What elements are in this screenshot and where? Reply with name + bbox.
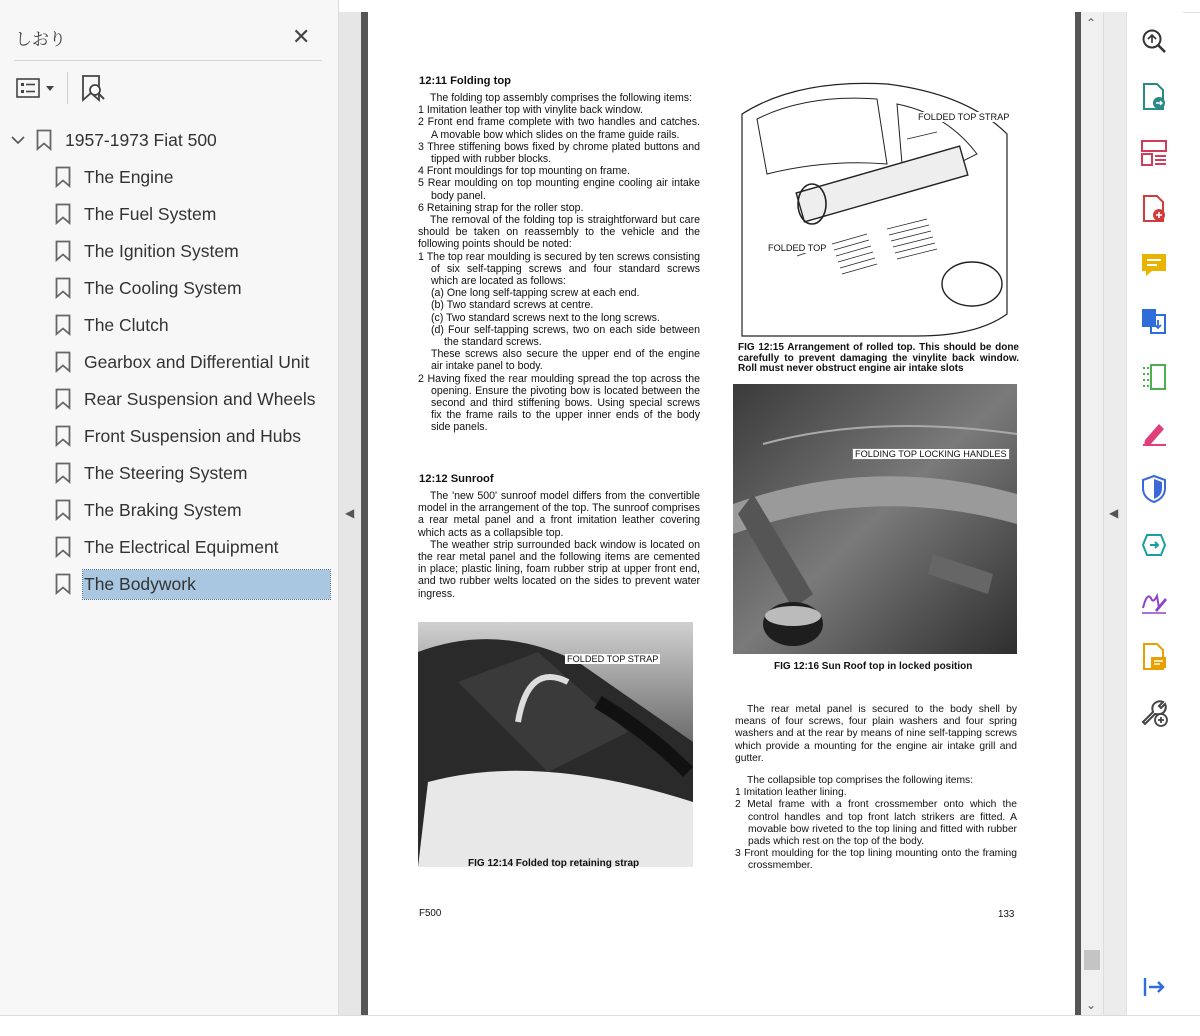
bookmark-label: Front Suspension and Hubs <box>84 425 301 446</box>
scroll-up-icon[interactable]: ⌃ <box>1086 16 1097 30</box>
bookmark-electrical[interactable] <box>55 532 280 562</box>
bookmark-icon <box>55 573 71 595</box>
list-item: 4 Front mouldings for top mounting on frame. <box>418 165 630 178</box>
scroll-down-icon[interactable]: ⌄ <box>1086 998 1097 1012</box>
bookmark-root[interactable] <box>10 125 218 155</box>
list-item: 5 Rear moulding on top mounting engine cooling air intake body panel. <box>418 177 700 202</box>
bookmark-label: The Ignition System <box>84 240 239 261</box>
bookmark-icon <box>55 277 71 299</box>
bookmark-icon <box>55 314 71 336</box>
convert-icon[interactable] <box>1139 306 1169 336</box>
bookmark-label: The Engine <box>84 166 174 187</box>
find-bookmark-icon[interactable] <box>80 74 106 104</box>
bookmark-label: The Electrical Equipment <box>84 536 279 557</box>
more-tools-icon[interactable] <box>1139 698 1169 728</box>
bookmark-label: Gearbox and Differential Unit <box>84 351 310 372</box>
figure-caption: FIG 12:15 Arrangement of rolled top. This should be done carefully to prevent damaging the vinylite back window. Roll must never obstruct engine air intake slots <box>738 342 1019 374</box>
section-heading: 12:11 Folding top <box>419 75 511 87</box>
protect-icon[interactable] <box>1139 474 1169 504</box>
bookmark-fuel-system[interactable] <box>55 199 217 229</box>
request-signature-icon[interactable] <box>1139 642 1169 672</box>
bookmark-label: The Steering System <box>84 462 248 483</box>
page-footer-left: F500 <box>419 908 442 919</box>
list-item: (c) Two standard screws next to the long screws. <box>431 311 660 324</box>
pdf-page <box>368 12 1075 1015</box>
list-item: 1 Imitation leather top with vinylite back window. <box>418 104 643 117</box>
bookmark-cooling-system[interactable] <box>55 273 243 303</box>
export-pdf-icon[interactable] <box>1139 194 1169 224</box>
bookmark-label: The Fuel System <box>84 203 217 224</box>
list-item: 6 Retaining strap for the roller stop. <box>418 201 584 214</box>
paragraph: These screws also secure the upper end of the engine air intake panel to body. <box>431 348 700 373</box>
paragraph: The rear metal panel is secured to the body shell by means of four screws, four plain washers and four spring washers and at the rear by means of nine self-tapping screws which provide a mounting for the engine air intake grill and gutter. <box>735 704 1017 764</box>
list-item: 2 Metal frame with a front crossmember onto which the control handles and top front latch strikers are fitted. A movable bow riveted to the top lining and fitted with rubber pads which rest on the top of the body. <box>735 799 1017 848</box>
bookmark-clutch[interactable] <box>55 310 170 340</box>
list-item: 1 The top rear moulding is secured by ten screws consisting of six self-tapping screws and four standard screws which are located as follows: <box>418 250 700 288</box>
panel-title: しおり <box>15 30 66 49</box>
bookmark-icon <box>55 240 71 262</box>
bottom-bar <box>0 1015 1200 1036</box>
bookmark-icon <box>55 351 71 373</box>
figure-label: FOLDING TOP LOCKING HANDLES <box>852 448 1010 460</box>
close-icon[interactable]: ✕ <box>292 24 311 49</box>
bookmark-front-suspension[interactable] <box>55 421 302 451</box>
scrollbar-thumb[interactable] <box>1084 950 1100 970</box>
fill-sign-icon[interactable] <box>1139 418 1169 448</box>
right-panel-splitter[interactable] <box>1103 12 1126 1015</box>
list-item: 3 Three stiffening bows fixed by chrome plated buttons and tipped with rubber blocks. <box>418 140 700 166</box>
bookmark-icon <box>55 388 71 410</box>
figure-label: FOLDED TOP STRAP <box>918 112 1010 122</box>
bookmark-braking[interactable] <box>55 495 243 525</box>
divider <box>14 60 322 61</box>
vertical-scrollbar[interactable] <box>1081 12 1103 1015</box>
share-icon[interactable] <box>1139 530 1169 560</box>
text-block <box>418 92 700 434</box>
bookmark-label: 1957-1973 Fiat 500 <box>65 129 217 150</box>
bookmark-icon <box>55 462 71 484</box>
page-number: 133 <box>998 909 1015 920</box>
bookmark-icon <box>55 425 71 447</box>
bookmarks-panel <box>0 0 339 1015</box>
list-item: 2 Front end frame complete with two handles and catches. A movable bow which slides on the frame guide rails. <box>418 116 700 141</box>
bookmark-bodywork[interactable] <box>55 569 330 599</box>
bookmark-icon <box>55 166 71 188</box>
compress-icon[interactable] <box>1139 362 1169 392</box>
paragraph: The removal of the folding top is straightforward but care should be taken on reassembly to the vehicle and the following points should be noted: <box>418 214 700 251</box>
figure-label: FOLDED TOP <box>768 243 827 253</box>
tools-pane <box>1126 12 1183 1015</box>
bookmark-icon <box>55 499 71 521</box>
bookmark-icon <box>55 536 71 558</box>
section-heading: 12:12 Sunroof <box>419 473 494 485</box>
list-item: 1 Imitation leather lining. <box>735 787 847 799</box>
figure-caption: FIG 12:16 Sun Roof top in locked position <box>774 661 973 672</box>
bookmark-gearbox[interactable] <box>55 347 310 377</box>
paragraph: The 'new 500' sunroof model differs from the convertible model in the arrangement of the top. The sunroof comprises a rear metal panel and a front imitation leather covering which acts as a collapsible top. <box>418 490 700 539</box>
text-block <box>735 704 1017 873</box>
list-item: 2 Having fixed the rear moulding spread the top across the opening. Ensure the pivoting bow is located between the second and third stiffening bows. Using special screws fix the frame rails to the upper inner ends of the body side panels. <box>418 372 700 434</box>
left-panel-splitter[interactable] <box>339 12 361 1015</box>
collapse-panel-icon[interactable] <box>1139 972 1169 1002</box>
figure-12-16-photo <box>733 384 1017 654</box>
organize-pages-icon[interactable] <box>1139 138 1169 168</box>
text-block <box>418 490 700 600</box>
bookmark-engine[interactable] <box>55 162 175 192</box>
options-icon[interactable] <box>16 78 58 100</box>
sign-icon[interactable] <box>1139 586 1169 616</box>
paragraph: The folding top assembly comprises the following items: <box>430 92 693 104</box>
figure-label: FOLDED TOP STRAP <box>567 654 659 664</box>
bookmark-label: Rear Suspension and Wheels <box>84 388 316 409</box>
toolbar-separator <box>67 72 68 104</box>
chevron-down-icon[interactable] <box>10 132 26 148</box>
create-pdf-icon[interactable] <box>1139 82 1169 112</box>
zoom-icon[interactable] <box>1139 26 1169 56</box>
expand-right-icon[interactable]: ◀ <box>1109 506 1119 520</box>
bookmark-steering[interactable] <box>55 458 248 488</box>
bookmark-label: The Clutch <box>84 314 169 335</box>
bookmark-rear-suspension[interactable] <box>55 384 317 414</box>
list-item: (b) Two standard screws at centre. <box>431 299 594 312</box>
bookmark-icon <box>55 203 71 225</box>
collapse-left-icon[interactable]: ◀ <box>345 506 355 520</box>
bookmark-icon <box>36 129 52 151</box>
figure-caption: FIG 12:14 Folded top retaining strap <box>468 858 640 869</box>
bookmark-label-selected: The Bodywork <box>83 570 330 599</box>
paragraph: The weather strip surrounded back window is located on the rear metal panel and the following items are cemented in place; plastic lining, foam rubber strip at upper front end, and two rubber welts located on the sides to prevent water ingress. <box>418 538 700 600</box>
comment-icon[interactable] <box>1139 250 1169 280</box>
list-item: (a) One long self-tapping screw at each end. <box>431 287 640 300</box>
paragraph: The collapsible top comprises the following items: <box>747 775 974 787</box>
bookmark-label: The Braking System <box>84 499 242 520</box>
bookmark-ignition-system[interactable] <box>55 236 240 266</box>
list-item: 3 Front moulding for the top lining mounting onto the framing crossmember. <box>735 848 1017 872</box>
bookmark-label: The Cooling System <box>84 277 242 298</box>
list-item: (d) Four self-tapping screws, two on each side between the standard screws. <box>431 323 700 349</box>
